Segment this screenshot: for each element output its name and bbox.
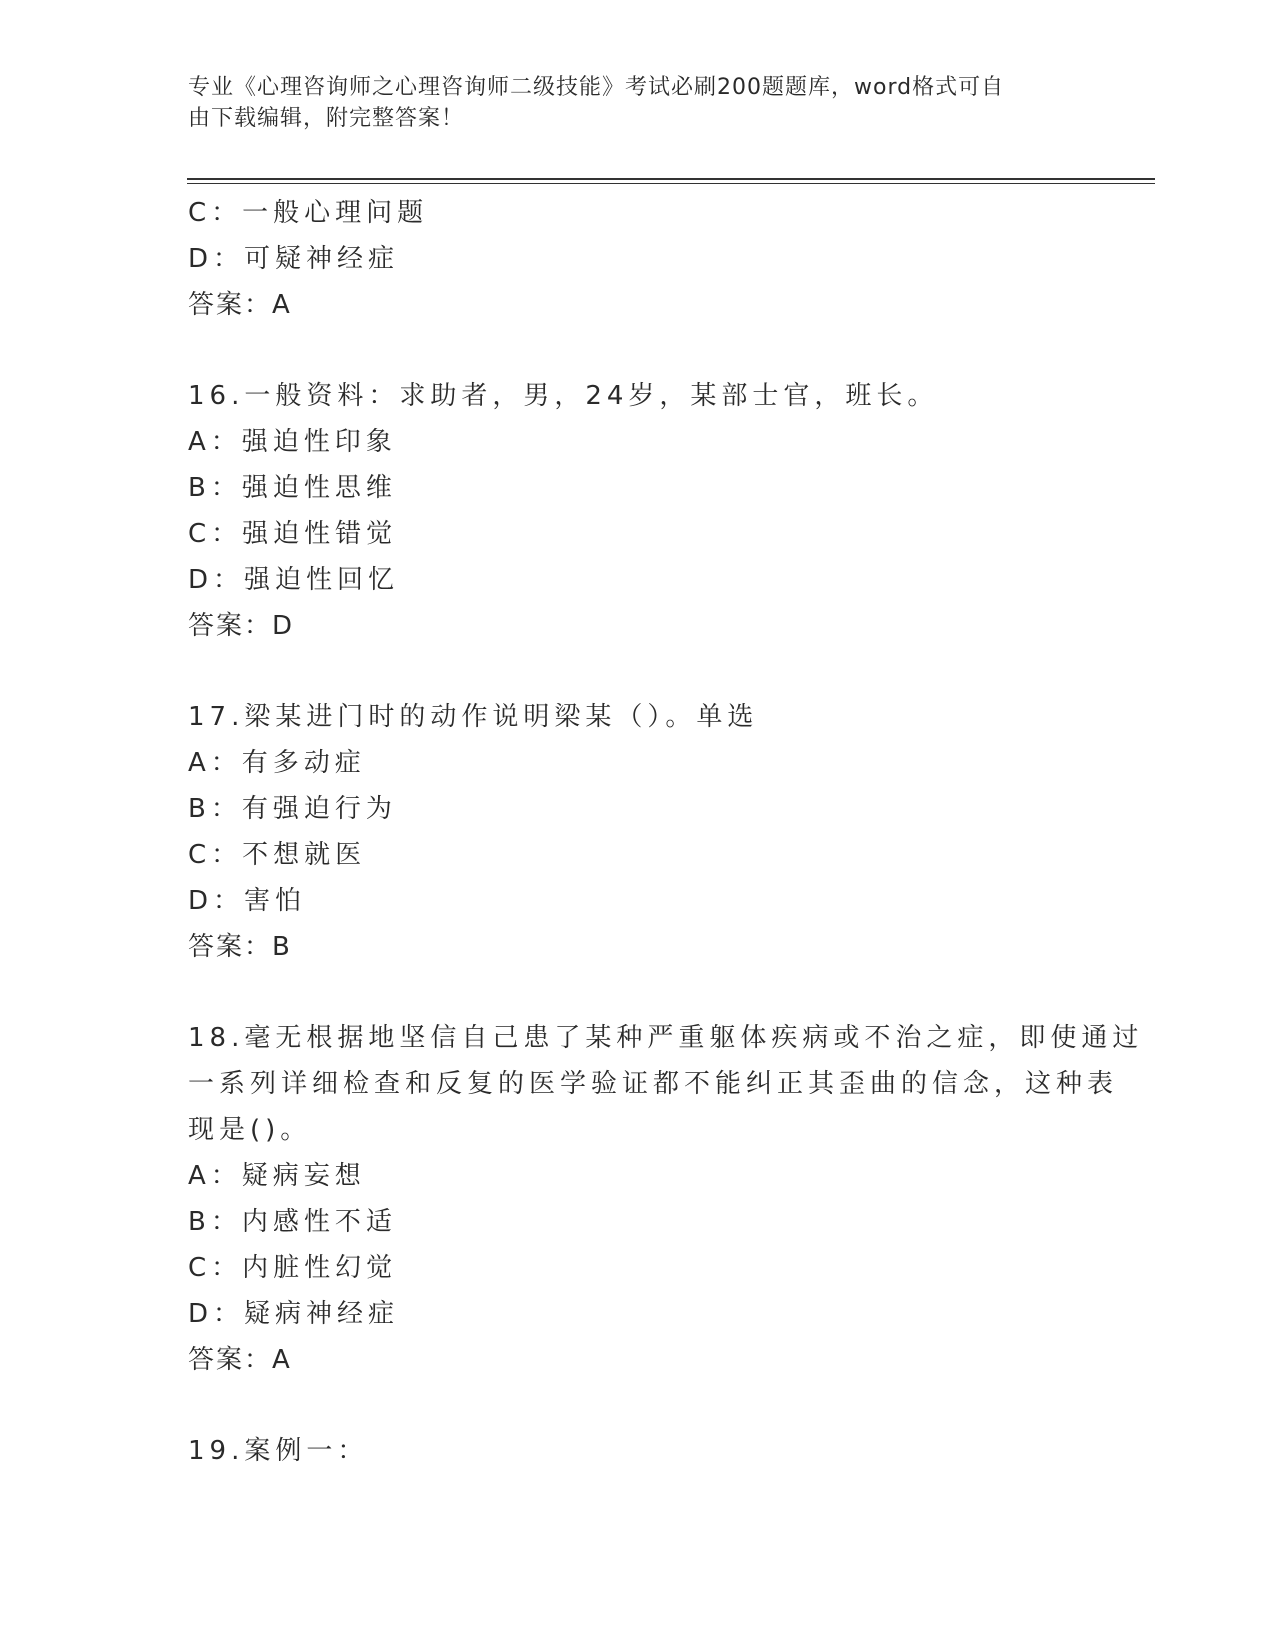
option-d: D：可疑神经症 [188, 244, 400, 274]
option-a: A：疑病妄想 [188, 1161, 366, 1191]
option-d: D：强迫性回忆 [188, 565, 400, 595]
header-divider-thick [187, 178, 1155, 180]
question-stem-line-1: 18.毫无根据地坚信自己患了某种严重躯体疾病或不治之症，即使通过 [188, 1023, 1144, 1053]
question-stem: 17.梁某进门时的动作说明梁某（）。单选 [188, 702, 759, 732]
option-c: C：强迫性错觉 [188, 519, 398, 549]
option-c: C：一般心理问题 [188, 198, 429, 228]
header-line-1: 专业《心理咨询师之心理咨询师二级技能》考试必刷200题题库，word格式可自 [188, 75, 1005, 100]
answer-line: 答案：A [188, 1345, 292, 1375]
question-stem-line-2: 一系列详细检查和反复的医学验证都不能纠正其歪曲的信念，这种表 [188, 1069, 1119, 1099]
question-17 [188, 694, 1108, 970]
option-c: C：内脏性幻觉 [188, 1253, 398, 1283]
document-header [188, 72, 1068, 134]
option-d: D：害怕 [188, 886, 307, 916]
option-b: B：强迫性思维 [188, 473, 397, 503]
question-stem: 19.案例一： [188, 1436, 369, 1466]
option-b: B：有强迫行为 [188, 794, 397, 824]
header-divider-thin [187, 183, 1155, 184]
question-stem: 16.一般资料：求助者，男，24岁，某部士官，班长。 [188, 381, 939, 411]
option-a: A：有多动症 [188, 748, 366, 778]
question-16 [188, 373, 1108, 649]
answer-line: 答案：D [188, 611, 295, 641]
option-a: A：强迫性印象 [188, 427, 397, 457]
question-18 [188, 1015, 1144, 1383]
answer-line: 答案：A [188, 290, 292, 320]
question-list [188, 190, 1144, 1474]
option-b: B：内感性不适 [188, 1207, 397, 1237]
option-c: C：不想就医 [188, 840, 367, 870]
answer-line: 答案：B [188, 932, 292, 962]
previous-question-tail [188, 190, 1108, 328]
question-stem-line-3: 现是()。 [188, 1115, 312, 1145]
header-line-2: 由下载编辑，附完整答案！ [188, 106, 465, 131]
question-19 [188, 1428, 1108, 1474]
option-d: D：疑病神经症 [188, 1299, 400, 1329]
